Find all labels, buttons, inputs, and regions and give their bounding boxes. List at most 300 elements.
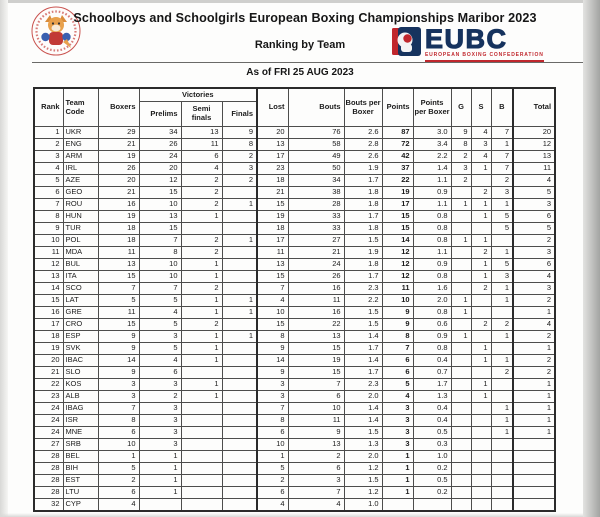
photo-edge-left: [0, 0, 8, 517]
table-cell: [491, 379, 513, 391]
table-cell: 0.7: [413, 367, 451, 379]
table-cell: [451, 271, 471, 283]
table-cell: 6: [139, 367, 181, 379]
table-cell: 6: [98, 427, 139, 439]
table-cell: 29: [98, 127, 139, 139]
table-row: [34, 295, 555, 307]
table-cell: 12: [382, 247, 413, 259]
table-cell: 4: [139, 307, 181, 319]
table-cell: [513, 463, 555, 475]
table-cell: 1: [181, 343, 222, 355]
table-cell: 1: [471, 391, 491, 403]
table-cell: 22: [288, 319, 344, 331]
table-row: [34, 499, 555, 512]
table-cell: 18: [34, 331, 63, 343]
table-cell: 2: [257, 475, 288, 487]
table-cell: [513, 475, 555, 487]
table-cell: SCO: [63, 283, 98, 295]
table-cell: 2.3: [344, 283, 382, 295]
table-cell: [222, 271, 257, 283]
table-cell: POL: [63, 235, 98, 247]
table-cell: 2: [513, 367, 555, 379]
as-of-date: As of FRI 25 AUG 2023: [246, 67, 354, 78]
col-header-team-code: Team Code: [63, 88, 98, 127]
table-cell: 1: [491, 247, 513, 259]
table-cell: [181, 427, 222, 439]
table-cell: 16: [98, 199, 139, 211]
table-cell: 1: [471, 343, 491, 355]
table-cell: 33: [288, 211, 344, 223]
table-cell: [382, 499, 413, 512]
table-cell: 5: [257, 463, 288, 475]
table-cell: 7: [257, 403, 288, 415]
table-cell: [181, 403, 222, 415]
table-cell: [513, 487, 555, 499]
table-cell: [451, 403, 471, 415]
table-cell: SRB: [63, 439, 98, 451]
table-cell: UKR: [63, 127, 98, 139]
table-cell: 3: [139, 415, 181, 427]
table-cell: 13: [288, 331, 344, 343]
table-cell: 1: [181, 331, 222, 343]
table-cell: 1: [491, 355, 513, 367]
table-cell: 2: [34, 139, 63, 151]
table-cell: 6: [288, 463, 344, 475]
table-cell: 1.1: [413, 175, 451, 187]
table-cell: 3: [139, 439, 181, 451]
table-cell: 1.8: [344, 199, 382, 211]
table-cell: 6: [513, 259, 555, 271]
table-cell: SLO: [63, 367, 98, 379]
table-cell: CYP: [63, 499, 98, 512]
table-cell: LTU: [63, 487, 98, 499]
table-cell: 24: [139, 151, 181, 163]
table-cell: 1.4: [344, 415, 382, 427]
table-cell: 15: [382, 211, 413, 223]
table-cell: 1: [513, 307, 555, 319]
table-row: [34, 391, 555, 403]
table-cell: LAT: [63, 295, 98, 307]
table-cell: [491, 343, 513, 355]
table-cell: 15: [288, 367, 344, 379]
table-cell: [513, 499, 555, 512]
table-row: [34, 439, 555, 451]
table-cell: 1.7: [344, 175, 382, 187]
table-cell: 7: [491, 151, 513, 163]
table-cell: ITA: [63, 271, 98, 283]
table-cell: 3: [257, 391, 288, 403]
table-cell: 2: [181, 247, 222, 259]
table-cell: 16: [288, 307, 344, 319]
table-cell: 5: [491, 259, 513, 271]
table-cell: HUN: [63, 211, 98, 223]
table-cell: 8: [257, 331, 288, 343]
table-cell: 1: [181, 211, 222, 223]
table-cell: [181, 475, 222, 487]
table-cell: 76: [288, 127, 344, 139]
table-cell: [451, 499, 471, 512]
photo-edge-top: [0, 0, 600, 3]
table-cell: 5: [139, 343, 181, 355]
table-cell: 7: [98, 283, 139, 295]
table-cell: [222, 487, 257, 499]
table-cell: [451, 247, 471, 259]
table-cell: 26: [98, 163, 139, 175]
table-cell: 0.8: [413, 223, 451, 235]
table-cell: [222, 187, 257, 199]
table-cell: 28: [288, 199, 344, 211]
table-cell: [451, 475, 471, 487]
table-cell: 1.5: [344, 475, 382, 487]
table-cell: 6: [382, 355, 413, 367]
table-cell: 1: [451, 307, 471, 319]
table-cell: 7: [288, 379, 344, 391]
table-cell: 2: [471, 247, 491, 259]
table-cell: [222, 223, 257, 235]
table-cell: 14: [382, 235, 413, 247]
table-cell: 3: [471, 139, 491, 151]
table-cell: [471, 295, 491, 307]
table-cell: [222, 319, 257, 331]
table-cell: 15: [98, 319, 139, 331]
table-cell: 34: [139, 127, 181, 139]
table-cell: [491, 307, 513, 319]
table-cell: 1: [513, 427, 555, 439]
table-cell: 2: [513, 331, 555, 343]
table-cell: 37: [382, 163, 413, 175]
table-cell: 3: [513, 283, 555, 295]
team-ranking-table: [33, 87, 556, 512]
table-cell: [222, 259, 257, 271]
table-cell: 3: [491, 271, 513, 283]
table-cell: 2: [98, 475, 139, 487]
table-cell: GEO: [63, 187, 98, 199]
table-cell: 24: [34, 427, 63, 439]
table-cell: [491, 235, 513, 247]
table-cell: 22: [382, 175, 413, 187]
table-cell: 2: [513, 295, 555, 307]
col-header-lost: Lost: [257, 88, 288, 127]
table-cell: 1: [139, 475, 181, 487]
table-cell: [451, 343, 471, 355]
table-cell: 1.8: [344, 259, 382, 271]
table-cell: 2.0: [344, 391, 382, 403]
table-cell: 1.4: [344, 331, 382, 343]
table-cell: 1: [382, 463, 413, 475]
table-cell: 3.4: [413, 139, 451, 151]
table-cell: 0.8: [413, 307, 451, 319]
col-header-bronze: B: [491, 88, 513, 127]
table-cell: 11: [513, 163, 555, 175]
col-header-bouts: Bouts: [288, 88, 344, 127]
table-cell: 1.8: [344, 223, 382, 235]
col-header-prelims: Prelims: [139, 102, 181, 127]
table-cell: 13: [257, 139, 288, 151]
table-cell: [451, 463, 471, 475]
table-cell: 1: [139, 487, 181, 499]
table-cell: 8: [98, 415, 139, 427]
table-cell: 4: [288, 499, 344, 512]
table-cell: MDA: [63, 247, 98, 259]
table-cell: 1: [382, 451, 413, 463]
table-cell: 1.3: [413, 391, 451, 403]
col-header-gold: G: [451, 88, 471, 127]
table-cell: 3: [382, 403, 413, 415]
table-cell: 3: [139, 331, 181, 343]
table-row: [34, 475, 555, 487]
table-cell: 11: [181, 139, 222, 151]
table-cell: 1: [491, 139, 513, 151]
table-cell: 5: [491, 211, 513, 223]
table-cell: 19: [288, 355, 344, 367]
table-cell: [471, 223, 491, 235]
table-cell: 15: [139, 187, 181, 199]
table-cell: 4: [513, 319, 555, 331]
table-cell: 0.8: [413, 235, 451, 247]
table-cell: 7: [257, 283, 288, 295]
table-cell: 22: [34, 379, 63, 391]
table-cell: 21: [288, 247, 344, 259]
table-cell: 1.6: [413, 283, 451, 295]
table-cell: IBAC: [63, 355, 98, 367]
table-cell: 2.2: [344, 295, 382, 307]
table-cell: 1.0: [344, 499, 382, 512]
table-cell: 0.2: [413, 487, 451, 499]
table-cell: 15: [139, 223, 181, 235]
table-cell: 9: [257, 343, 288, 355]
col-header-finals: Finals: [222, 102, 257, 127]
table-cell: 13: [513, 151, 555, 163]
table-cell: 3: [98, 379, 139, 391]
table-cell: [222, 343, 257, 355]
table-cell: [222, 403, 257, 415]
table-cell: 16: [34, 307, 63, 319]
table-row: [34, 355, 555, 367]
table-cell: 2.3: [344, 379, 382, 391]
table-cell: 27: [288, 235, 344, 247]
table-cell: 12: [382, 271, 413, 283]
table-cell: [181, 499, 222, 512]
table-cell: [451, 223, 471, 235]
table-cell: 19: [98, 211, 139, 223]
table-cell: [491, 451, 513, 463]
table-cell: 1: [222, 331, 257, 343]
table-cell: [222, 451, 257, 463]
table-cell: 9: [34, 223, 63, 235]
table-cell: AZE: [63, 175, 98, 187]
table-cell: 3: [288, 475, 344, 487]
table-cell: [471, 463, 491, 475]
table-cell: [222, 427, 257, 439]
table-cell: 3: [222, 163, 257, 175]
table-cell: 4: [471, 127, 491, 139]
col-group-header-victories: Victories: [139, 88, 257, 102]
table-cell: 20: [98, 175, 139, 187]
table-cell: 9: [98, 331, 139, 343]
table-cell: 26: [139, 139, 181, 151]
table-cell: 21: [257, 187, 288, 199]
table-cell: 1: [471, 271, 491, 283]
table-cell: 5: [98, 463, 139, 475]
table-cell: 2: [181, 235, 222, 247]
table-cell: 3: [139, 427, 181, 439]
table-cell: 4: [257, 499, 288, 512]
table-cell: 2: [451, 151, 471, 163]
table-cell: [491, 463, 513, 475]
table-cell: 3: [257, 379, 288, 391]
table-cell: 72: [382, 139, 413, 151]
table-row: [34, 307, 555, 319]
table-cell: 2: [288, 451, 344, 463]
table-cell: 0.8: [413, 271, 451, 283]
table-cell: 2: [491, 175, 513, 187]
table-cell: 32: [34, 499, 63, 512]
table-cell: 1: [451, 235, 471, 247]
table-cell: 2: [513, 235, 555, 247]
table-cell: 7: [382, 343, 413, 355]
table-cell: 4: [257, 295, 288, 307]
table-cell: 5: [513, 187, 555, 199]
table-cell: 49: [288, 151, 344, 163]
table-cell: 13: [288, 439, 344, 451]
table-cell: 1.8: [344, 187, 382, 199]
table-cell: 3.0: [413, 127, 451, 139]
table-row: [34, 199, 555, 211]
table-cell: [451, 379, 471, 391]
table-cell: 6: [98, 487, 139, 499]
table-cell: [451, 451, 471, 463]
table-row: [34, 247, 555, 259]
table-cell: 6: [181, 151, 222, 163]
table-cell: IBAG: [63, 403, 98, 415]
table-row: [34, 271, 555, 283]
table-cell: 1: [491, 403, 513, 415]
header-divider: [32, 62, 583, 63]
table-cell: 1: [382, 475, 413, 487]
table-cell: [222, 367, 257, 379]
table-row: [34, 343, 555, 355]
table-cell: [181, 367, 222, 379]
table-cell: 1: [222, 295, 257, 307]
table-cell: 6: [288, 391, 344, 403]
table-cell: 13: [34, 271, 63, 283]
table-row: [34, 259, 555, 271]
table-cell: 4: [181, 163, 222, 175]
table-cell: 1: [382, 487, 413, 499]
table-cell: [181, 439, 222, 451]
table-cell: [222, 439, 257, 451]
table-cell: 1: [471, 211, 491, 223]
table-cell: 2: [181, 187, 222, 199]
table-cell: [451, 439, 471, 451]
table-cell: 0.5: [413, 475, 451, 487]
eubc-logo: [392, 24, 544, 62]
table-cell: 0.6: [413, 319, 451, 331]
table-row: [34, 331, 555, 343]
table-cell: 4: [382, 391, 413, 403]
table-cell: 1: [181, 379, 222, 391]
table-cell: 7: [34, 199, 63, 211]
table-cell: 2.6: [344, 151, 382, 163]
table-cell: 9: [98, 367, 139, 379]
table-cell: 28: [34, 463, 63, 475]
table-row: [34, 175, 555, 187]
table-cell: 1: [471, 379, 491, 391]
table-cell: 58: [288, 139, 344, 151]
table-cell: [471, 175, 491, 187]
table-cell: 1.5: [344, 319, 382, 331]
table-cell: 0.4: [413, 355, 451, 367]
table-cell: ENG: [63, 139, 98, 151]
table-cell: 17: [34, 319, 63, 331]
table-cell: 1.1: [413, 199, 451, 211]
table-cell: 10: [257, 439, 288, 451]
table-cell: 2: [222, 151, 257, 163]
table-cell: 2: [451, 175, 471, 187]
table-cell: 11: [98, 307, 139, 319]
table-cell: 1: [451, 199, 471, 211]
table-cell: 1: [139, 451, 181, 463]
table-cell: 19: [34, 343, 63, 355]
table-cell: 8: [257, 415, 288, 427]
table-cell: [491, 487, 513, 499]
table-cell: ALB: [63, 391, 98, 403]
table-cell: [222, 475, 257, 487]
table-cell: [222, 211, 257, 223]
table-cell: [471, 475, 491, 487]
table-cell: 17: [257, 151, 288, 163]
table-cell: 4: [513, 175, 555, 187]
table-cell: 2: [139, 391, 181, 403]
table-cell: 10: [98, 439, 139, 451]
table-cell: [222, 499, 257, 512]
table-cell: 2.6: [344, 127, 382, 139]
col-header-boxers: Boxers: [98, 88, 139, 127]
table-cell: 15: [257, 319, 288, 331]
table-cell: [222, 283, 257, 295]
table-cell: 10: [139, 271, 181, 283]
table-cell: 5: [382, 379, 413, 391]
table-cell: TUR: [63, 223, 98, 235]
table-cell: 1: [181, 307, 222, 319]
table-cell: 1.1: [413, 247, 451, 259]
table-cell: 34: [288, 175, 344, 187]
table-cell: 1: [471, 259, 491, 271]
table-cell: [451, 283, 471, 295]
table-cell: 20: [34, 355, 63, 367]
table-row: [34, 235, 555, 247]
table-cell: [222, 247, 257, 259]
table-cell: 9: [98, 343, 139, 355]
table-cell: [471, 451, 491, 463]
table-cell: 1.7: [344, 367, 382, 379]
table-cell: 2: [513, 355, 555, 367]
table-cell: 1: [181, 271, 222, 283]
table-cell: 13: [257, 259, 288, 271]
table-cell: 2: [181, 199, 222, 211]
table-cell: [451, 427, 471, 439]
table-row: [34, 163, 555, 175]
table-cell: 10: [139, 259, 181, 271]
table-cell: [222, 391, 257, 403]
table-cell: 15: [288, 343, 344, 355]
table-cell: 2: [471, 283, 491, 295]
table-cell: 11: [382, 283, 413, 295]
col-header-bouts-per-boxer: Bouts per Boxer: [344, 88, 382, 127]
table-cell: MNE: [63, 427, 98, 439]
table-cell: 11: [288, 415, 344, 427]
table-cell: 0.8: [413, 211, 451, 223]
